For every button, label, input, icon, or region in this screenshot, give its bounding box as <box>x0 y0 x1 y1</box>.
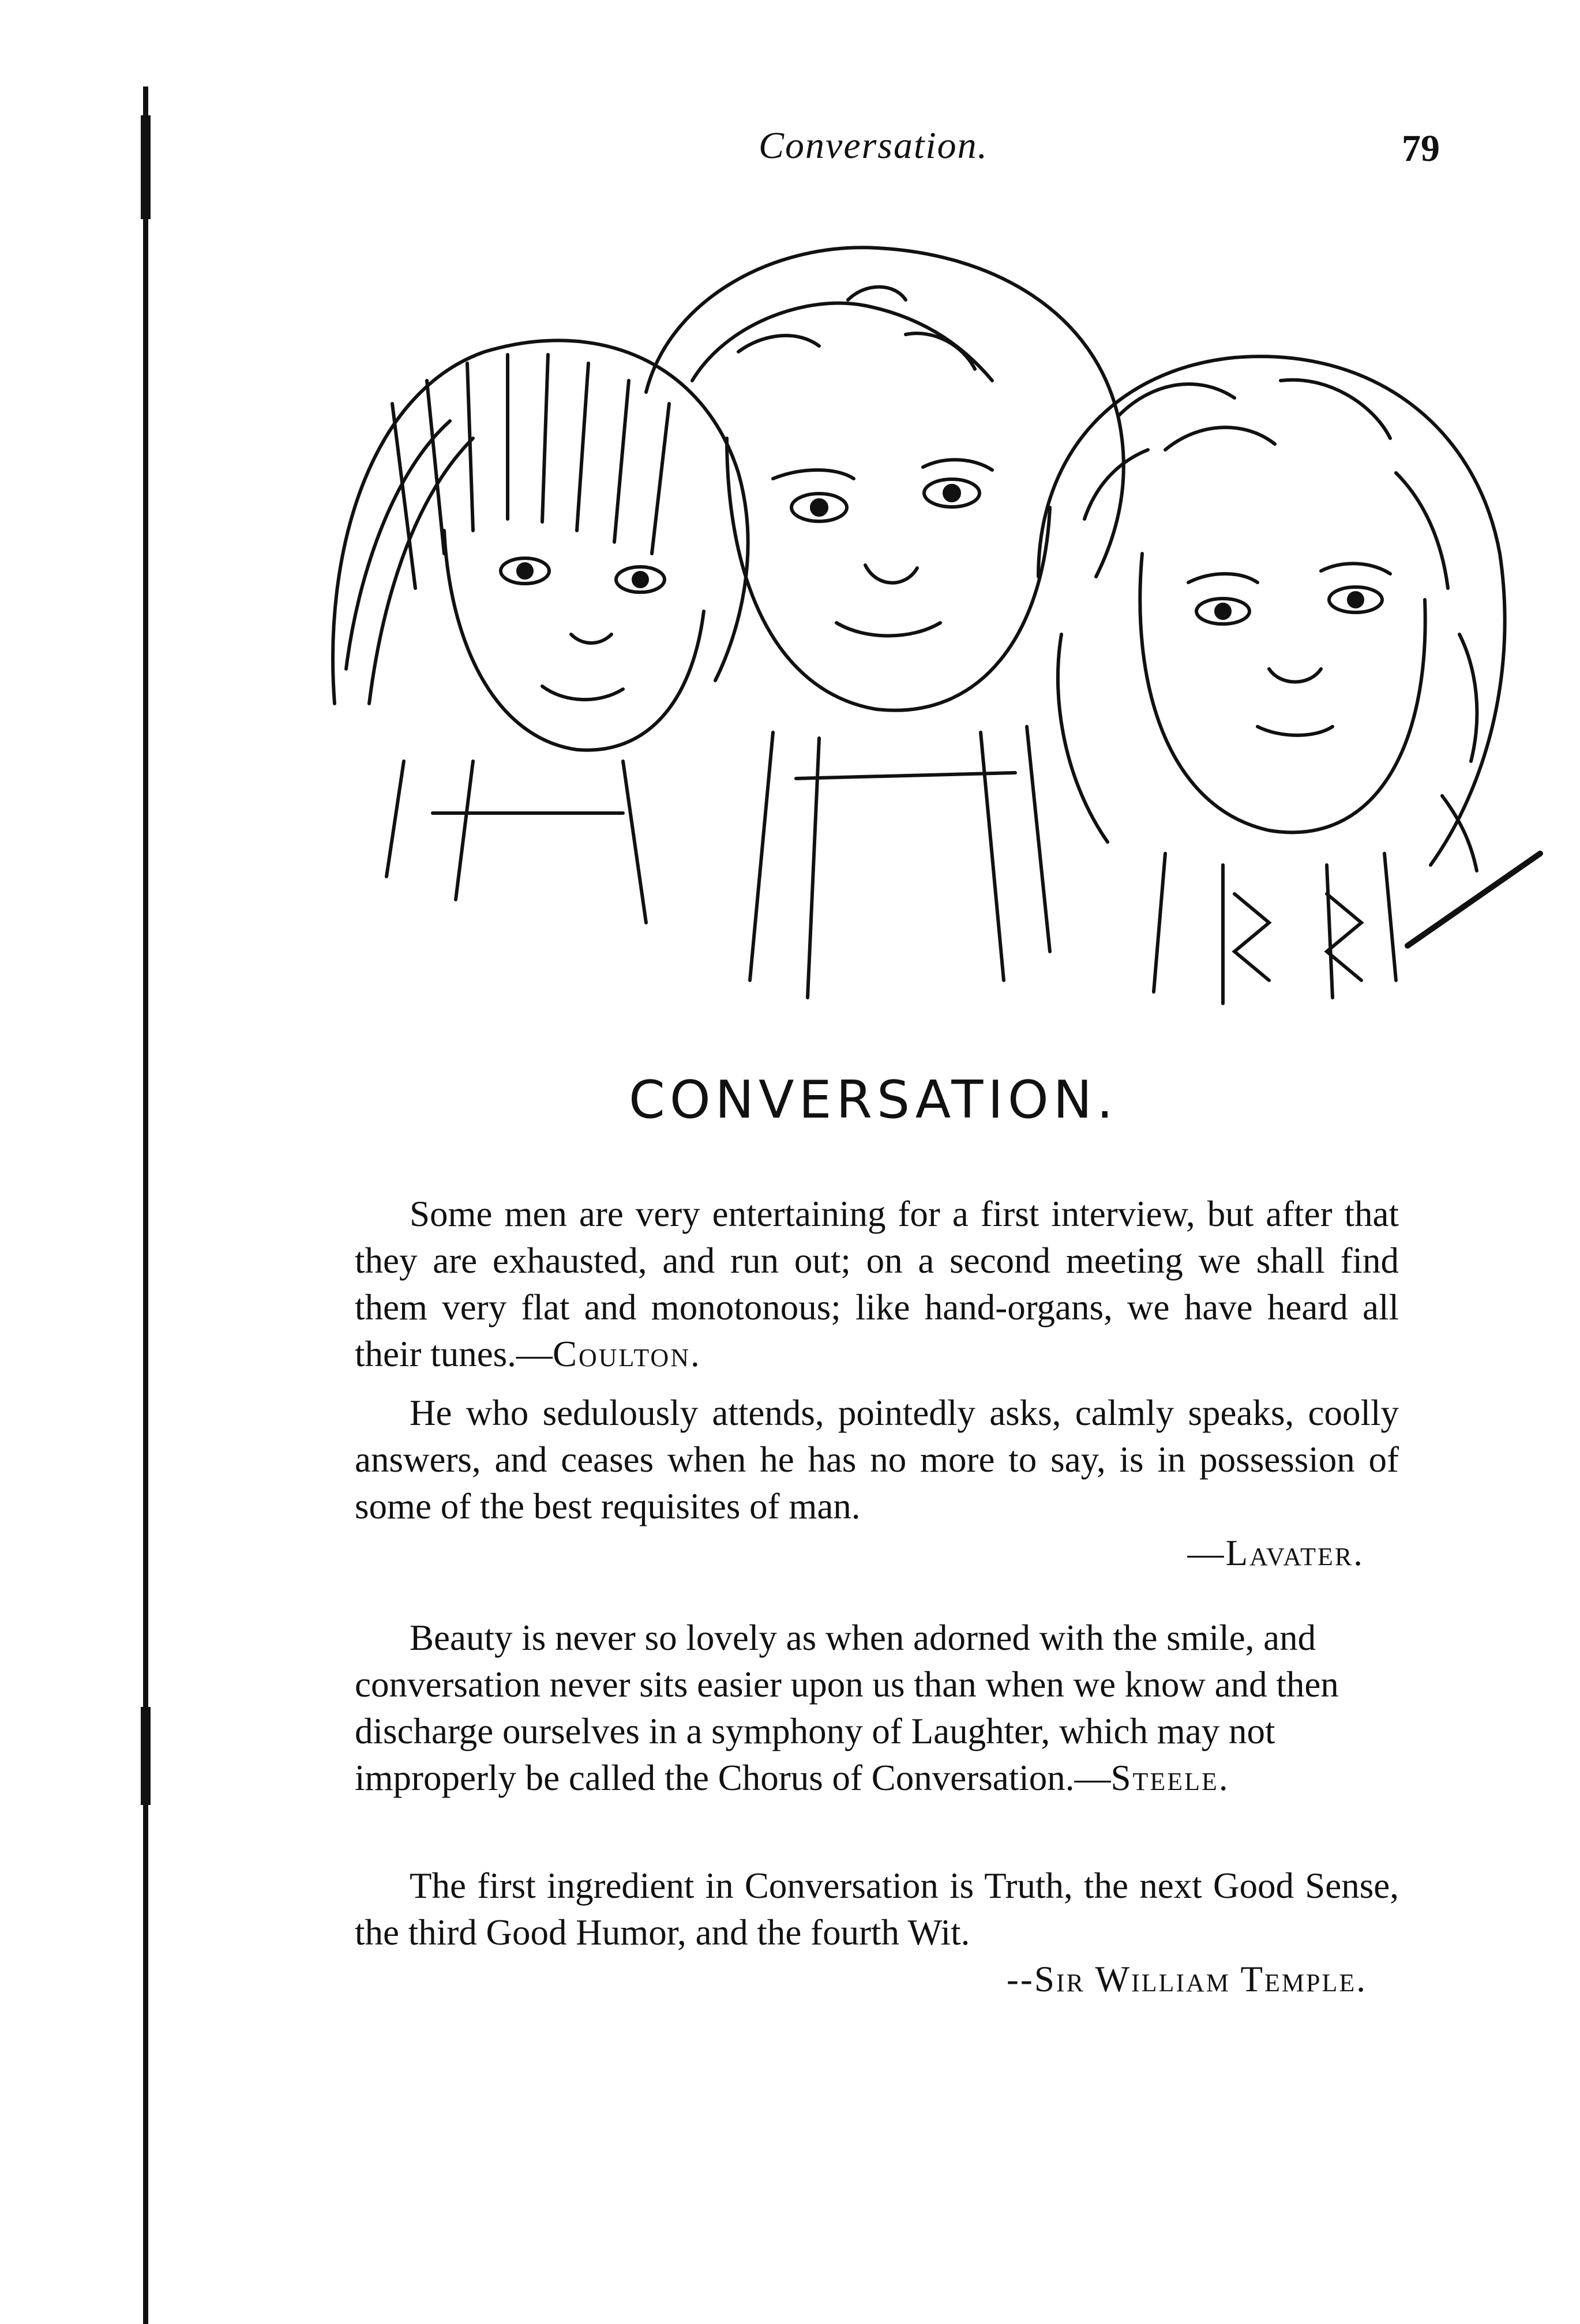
quote-text: He who sedulously attends, pointedly asks, calmly speaks, coolly answers, and ceases when he has no more to say, is in possession of some of the best requisites of man. <box>355 1393 1399 1526</box>
quote-temple <box>355 1863 1399 2003</box>
quote-text <box>355 1191 1399 1378</box>
quote-body: Beauty is never so lovely as when adorned with the smile, and conversation never sits easier upon us than when we know and then discharge ourselves in a symphony of Laughter, which may not improperly be called the Chorus of Conversation.— <box>355 1618 1339 1798</box>
quote-author: --Sir William Temple. <box>1006 1959 1367 1999</box>
quote-text <box>355 1615 1399 1802</box>
running-title: Conversation. <box>759 125 989 167</box>
page-number: 79 <box>1402 127 1440 170</box>
quote-author: —Lavater. <box>1187 1533 1364 1573</box>
quote-body: Some men are very entertaining for a first interview, but after that they are exhausted, and run out; on a second meeting we shall find them very flat and monotonous; like hand-organs, we have heard all their tunes.— <box>355 1194 1399 1374</box>
page-margin-rule-mark <box>141 1707 151 1805</box>
quote-lavater <box>355 1390 1399 1577</box>
chapter-heading: CONVERSATION. <box>629 1070 1118 1130</box>
page-margin-rule-mark <box>141 115 151 219</box>
quote-coulton <box>355 1191 1399 1378</box>
three-children-portrait-icon <box>300 231 1546 1032</box>
quote-text: The first ingredient in Conversation is Truth, the next Good Sense, the third Good Humor, and the fourth Wit. <box>355 1866 1399 1953</box>
page-margin-rule <box>143 87 148 2324</box>
quote-author: Coulton. <box>552 1334 701 1374</box>
quote-steele <box>355 1615 1399 1802</box>
quote-author: Steele. <box>1110 1758 1230 1798</box>
